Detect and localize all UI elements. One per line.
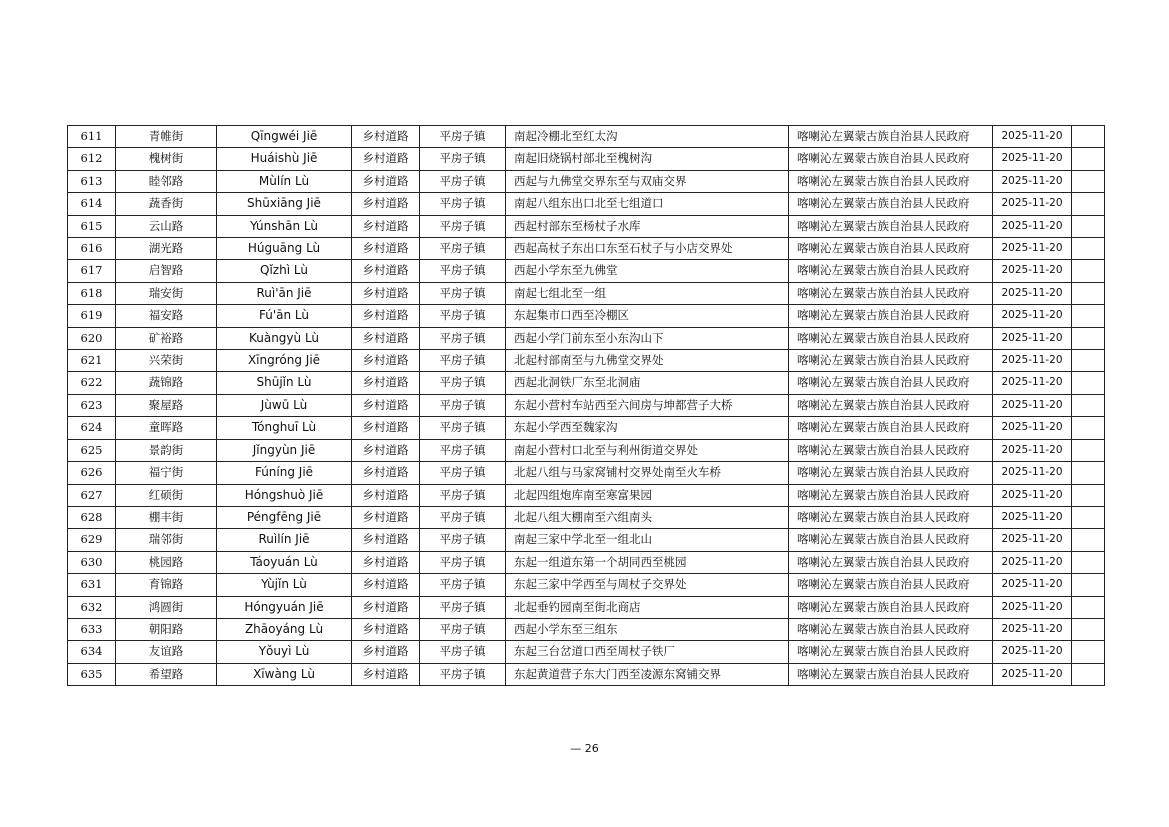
cell-type: 乡村道路: [352, 462, 420, 484]
cell-name: 青帷街: [116, 126, 217, 148]
cell-pinyin: Ruìlín Jiē: [217, 529, 352, 551]
cell-gov: 喀喇沁左翼蒙古族自治县人民政府: [789, 551, 993, 573]
cell-remark: [1072, 529, 1105, 551]
cell-remark: [1072, 618, 1105, 640]
cell-no: 619: [68, 305, 116, 327]
cell-town: 平房子镇: [420, 506, 506, 528]
cell-pinyin: Shūxiāng Jiē: [217, 193, 352, 215]
cell-name: 聚屋路: [116, 394, 217, 416]
cell-date: 2025-11-20: [993, 282, 1072, 304]
cell-desc: 西起小学东至九佛堂: [506, 260, 789, 282]
cell-name: 云山路: [116, 215, 217, 237]
table-row: [68, 148, 1105, 170]
cell-gov: 喀喇沁左翼蒙古族自治县人民政府: [789, 663, 993, 685]
cell-name: 槐树街: [116, 148, 217, 170]
cell-gov: 喀喇沁左翼蒙古族自治县人民政府: [789, 126, 993, 148]
cell-pinyin: Jùwū Lù: [217, 394, 352, 416]
cell-desc: 北起八组大棚南至六组南头: [506, 506, 789, 528]
cell-gov: 喀喇沁左翼蒙古族自治县人民政府: [789, 215, 993, 237]
cell-remark: [1072, 238, 1105, 260]
cell-remark: [1072, 439, 1105, 461]
cell-date: 2025-11-20: [993, 462, 1072, 484]
cell-date: 2025-11-20: [993, 215, 1072, 237]
cell-desc: 东起三家中学西至与周杖子交界处: [506, 574, 789, 596]
cell-type: 乡村道路: [352, 551, 420, 573]
cell-desc: 北起垂钓园南至街北商店: [506, 596, 789, 618]
table-row: [68, 215, 1105, 237]
cell-no: 630: [68, 551, 116, 573]
cell-gov: 喀喇沁左翼蒙古族自治县人民政府: [789, 193, 993, 215]
cell-town: 平房子镇: [420, 238, 506, 260]
cell-gov: 喀喇沁左翼蒙古族自治县人民政府: [789, 596, 993, 618]
cell-name: 育锦路: [116, 574, 217, 596]
cell-name: 棚丰街: [116, 506, 217, 528]
cell-name: 湖光路: [116, 238, 217, 260]
cell-town: 平房子镇: [420, 596, 506, 618]
cell-town: 平房子镇: [420, 551, 506, 573]
cell-type: 乡村道路: [352, 417, 420, 439]
table-row: [68, 618, 1105, 640]
cell-date: 2025-11-20: [993, 641, 1072, 663]
cell-name: 红硕街: [116, 484, 217, 506]
cell-date: 2025-11-20: [993, 439, 1072, 461]
cell-type: 乡村道路: [352, 260, 420, 282]
cell-name: 友谊路: [116, 641, 217, 663]
road-names-table: [67, 125, 1105, 686]
cell-pinyin: Fú'ān Lù: [217, 305, 352, 327]
cell-no: 611: [68, 126, 116, 148]
cell-town: 平房子镇: [420, 462, 506, 484]
cell-no: 635: [68, 663, 116, 685]
cell-remark: [1072, 574, 1105, 596]
table-row: [68, 282, 1105, 304]
table-row: [68, 417, 1105, 439]
cell-remark: [1072, 282, 1105, 304]
cell-date: 2025-11-20: [993, 506, 1072, 528]
cell-remark: [1072, 641, 1105, 663]
table-body: [68, 126, 1105, 686]
cell-town: 平房子镇: [420, 574, 506, 596]
cell-type: 乡村道路: [352, 170, 420, 192]
cell-pinyin: Táoyuán Lù: [217, 551, 352, 573]
cell-type: 乡村道路: [352, 574, 420, 596]
cell-pinyin: Húguāng Lù: [217, 238, 352, 260]
cell-date: 2025-11-20: [993, 394, 1072, 416]
cell-date: 2025-11-20: [993, 305, 1072, 327]
cell-no: 623: [68, 394, 116, 416]
cell-type: 乡村道路: [352, 327, 420, 349]
cell-pinyin: Yúnshān Lù: [217, 215, 352, 237]
table-row: [68, 350, 1105, 372]
cell-pinyin: Xīwàng Lù: [217, 663, 352, 685]
cell-pinyin: Fúníng Jiē: [217, 462, 352, 484]
cell-type: 乡村道路: [352, 596, 420, 618]
cell-name: 兴荣街: [116, 350, 217, 372]
cell-gov: 喀喇沁左翼蒙古族自治县人民政府: [789, 618, 993, 640]
cell-desc: 北起村部南至与九佛堂交界处: [506, 350, 789, 372]
cell-name: 瑞邻街: [116, 529, 217, 551]
table-row: [68, 439, 1105, 461]
table-row: [68, 663, 1105, 685]
cell-pinyin: Hóngshuò Jiē: [217, 484, 352, 506]
table-row: [68, 529, 1105, 551]
cell-remark: [1072, 327, 1105, 349]
cell-pinyin: Tónghuī Lù: [217, 417, 352, 439]
table-row: [68, 126, 1105, 148]
cell-type: 乡村道路: [352, 394, 420, 416]
cell-town: 平房子镇: [420, 215, 506, 237]
cell-date: 2025-11-20: [993, 170, 1072, 192]
cell-gov: 喀喇沁左翼蒙古族自治县人民政府: [789, 372, 993, 394]
cell-remark: [1072, 350, 1105, 372]
cell-pinyin: Zhāoyáng Lù: [217, 618, 352, 640]
cell-type: 乡村道路: [352, 663, 420, 685]
cell-type: 乡村道路: [352, 439, 420, 461]
cell-no: 615: [68, 215, 116, 237]
cell-remark: [1072, 462, 1105, 484]
cell-remark: [1072, 193, 1105, 215]
cell-remark: [1072, 305, 1105, 327]
cell-no: 627: [68, 484, 116, 506]
table-row: [68, 641, 1105, 663]
table-row: [68, 260, 1105, 282]
cell-town: 平房子镇: [420, 305, 506, 327]
table-row: [68, 574, 1105, 596]
cell-town: 平房子镇: [420, 618, 506, 640]
table-row: [68, 327, 1105, 349]
cell-gov: 喀喇沁左翼蒙古族自治县人民政府: [789, 170, 993, 192]
cell-type: 乡村道路: [352, 238, 420, 260]
cell-town: 平房子镇: [420, 148, 506, 170]
cell-type: 乡村道路: [352, 506, 420, 528]
cell-name: 景韵街: [116, 439, 217, 461]
cell-desc: 西起小学东至三组东: [506, 618, 789, 640]
cell-pinyin: Yùjǐn Lù: [217, 574, 352, 596]
table-row: [68, 551, 1105, 573]
table-row: [68, 596, 1105, 618]
cell-name: 蔬锦路: [116, 372, 217, 394]
cell-gov: 喀喇沁左翼蒙古族自治县人民政府: [789, 462, 993, 484]
cell-gov: 喀喇沁左翼蒙古族自治县人民政府: [789, 238, 993, 260]
cell-desc: 南起七组北至一组: [506, 282, 789, 304]
cell-gov: 喀喇沁左翼蒙古族自治县人民政府: [789, 394, 993, 416]
cell-no: 634: [68, 641, 116, 663]
cell-desc: 北起八组与马家窝铺村交界处南至火车桥: [506, 462, 789, 484]
cell-desc: 东起一组道东第一个胡同西至桃园: [506, 551, 789, 573]
cell-pinyin: Qǐzhì Lù: [217, 260, 352, 282]
cell-pinyin: Yǒuyì Lù: [217, 641, 352, 663]
cell-remark: [1072, 596, 1105, 618]
cell-type: 乡村道路: [352, 282, 420, 304]
cell-name: 朝阳路: [116, 618, 217, 640]
table-row: [68, 462, 1105, 484]
cell-town: 平房子镇: [420, 641, 506, 663]
cell-date: 2025-11-20: [993, 327, 1072, 349]
cell-name: 瑞安街: [116, 282, 217, 304]
cell-town: 平房子镇: [420, 663, 506, 685]
cell-name: 童晖路: [116, 417, 217, 439]
cell-gov: 喀喇沁左翼蒙古族自治县人民政府: [789, 282, 993, 304]
cell-desc: 北起四组炮库南至寒富果园: [506, 484, 789, 506]
cell-desc: 东起小学西至魏家沟: [506, 417, 789, 439]
table-row: [68, 372, 1105, 394]
cell-pinyin: Mùlín Lù: [217, 170, 352, 192]
cell-no: 618: [68, 282, 116, 304]
cell-town: 平房子镇: [420, 126, 506, 148]
cell-desc: 南起小营村口北至与利州街道交界处: [506, 439, 789, 461]
cell-desc: 东起集市口西至冷棚区: [506, 305, 789, 327]
cell-gov: 喀喇沁左翼蒙古族自治县人民政府: [789, 305, 993, 327]
cell-no: 617: [68, 260, 116, 282]
cell-gov: 喀喇沁左翼蒙古族自治县人民政府: [789, 417, 993, 439]
cell-name: 鸿圆街: [116, 596, 217, 618]
cell-no: 631: [68, 574, 116, 596]
cell-pinyin: Hóngyuán Jiē: [217, 596, 352, 618]
cell-remark: [1072, 417, 1105, 439]
cell-gov: 喀喇沁左翼蒙古族自治县人民政府: [789, 529, 993, 551]
table-row: [68, 238, 1105, 260]
cell-desc: 西起北洞铁厂东至北洞庙: [506, 372, 789, 394]
cell-type: 乡村道路: [352, 126, 420, 148]
cell-town: 平房子镇: [420, 350, 506, 372]
cell-pinyin: Ruì'ān Jiē: [217, 282, 352, 304]
cell-type: 乡村道路: [352, 484, 420, 506]
cell-pinyin: Jǐngyùn Jiē: [217, 439, 352, 461]
cell-gov: 喀喇沁左翼蒙古族自治县人民政府: [789, 641, 993, 663]
cell-pinyin: Qīngwéi Jiē: [217, 126, 352, 148]
cell-date: 2025-11-20: [993, 350, 1072, 372]
cell-type: 乡村道路: [352, 529, 420, 551]
table-row: [68, 506, 1105, 528]
cell-no: 616: [68, 238, 116, 260]
cell-date: 2025-11-20: [993, 484, 1072, 506]
cell-desc: 西起与九佛堂交界东至与双庙交界: [506, 170, 789, 192]
cell-remark: [1072, 126, 1105, 148]
cell-date: 2025-11-20: [993, 551, 1072, 573]
cell-no: 612: [68, 148, 116, 170]
cell-date: 2025-11-20: [993, 238, 1072, 260]
cell-date: 2025-11-20: [993, 618, 1072, 640]
cell-name: 矿裕路: [116, 327, 217, 349]
cell-pinyin: Shūjǐn Lù: [217, 372, 352, 394]
table-row: [68, 305, 1105, 327]
cell-type: 乡村道路: [352, 305, 420, 327]
cell-gov: 喀喇沁左翼蒙古族自治县人民政府: [789, 260, 993, 282]
cell-date: 2025-11-20: [993, 529, 1072, 551]
cell-date: 2025-11-20: [993, 596, 1072, 618]
cell-pinyin: Péngfēng Jiē: [217, 506, 352, 528]
cell-gov: 喀喇沁左翼蒙古族自治县人民政府: [789, 484, 993, 506]
cell-gov: 喀喇沁左翼蒙古族自治县人民政府: [789, 148, 993, 170]
cell-desc: 西起高杖子东出口东至石杖子与小店交界处: [506, 238, 789, 260]
table-row: [68, 170, 1105, 192]
cell-remark: [1072, 372, 1105, 394]
cell-remark: [1072, 215, 1105, 237]
cell-name: 希望路: [116, 663, 217, 685]
cell-date: 2025-11-20: [993, 148, 1072, 170]
cell-name: 福安路: [116, 305, 217, 327]
cell-type: 乡村道路: [352, 148, 420, 170]
cell-desc: 南起旧烧锅村部北至槐树沟: [506, 148, 789, 170]
cell-town: 平房子镇: [420, 260, 506, 282]
cell-no: 632: [68, 596, 116, 618]
cell-no: 633: [68, 618, 116, 640]
cell-desc: 西起小学门前东至小东沟山下: [506, 327, 789, 349]
cell-remark: [1072, 551, 1105, 573]
cell-type: 乡村道路: [352, 193, 420, 215]
cell-desc: 南起冷棚北至红太沟: [506, 126, 789, 148]
cell-town: 平房子镇: [420, 282, 506, 304]
cell-pinyin: Kuàngyù Lù: [217, 327, 352, 349]
cell-gov: 喀喇沁左翼蒙古族自治县人民政府: [789, 327, 993, 349]
cell-gov: 喀喇沁左翼蒙古族自治县人民政府: [789, 350, 993, 372]
cell-desc: 西起村部东至杨杖子水库: [506, 215, 789, 237]
cell-gov: 喀喇沁左翼蒙古族自治县人民政府: [789, 574, 993, 596]
cell-no: 614: [68, 193, 116, 215]
cell-no: 613: [68, 170, 116, 192]
cell-no: 626: [68, 462, 116, 484]
cell-desc: 东起小营村车站西至六间房与坤都营子大桥: [506, 394, 789, 416]
cell-pinyin: Xīngróng Jiē: [217, 350, 352, 372]
cell-town: 平房子镇: [420, 193, 506, 215]
cell-remark: [1072, 148, 1105, 170]
cell-remark: [1072, 506, 1105, 528]
cell-no: 620: [68, 327, 116, 349]
cell-remark: [1072, 260, 1105, 282]
cell-date: 2025-11-20: [993, 260, 1072, 282]
cell-date: 2025-11-20: [993, 574, 1072, 596]
cell-name: 睦邻路: [116, 170, 217, 192]
cell-date: 2025-11-20: [993, 126, 1072, 148]
table-row: [68, 394, 1105, 416]
cell-no: 621: [68, 350, 116, 372]
cell-type: 乡村道路: [352, 618, 420, 640]
cell-town: 平房子镇: [420, 529, 506, 551]
cell-date: 2025-11-20: [993, 663, 1072, 685]
cell-desc: 东起三台岔道口西至周杖子铁厂: [506, 641, 789, 663]
cell-desc: 南起八组东出口北至七组道口: [506, 193, 789, 215]
cell-town: 平房子镇: [420, 417, 506, 439]
cell-no: 622: [68, 372, 116, 394]
cell-name: 福宁街: [116, 462, 217, 484]
cell-name: 启智路: [116, 260, 217, 282]
cell-remark: [1072, 170, 1105, 192]
cell-type: 乡村道路: [352, 350, 420, 372]
cell-pinyin: Huáishù Jiē: [217, 148, 352, 170]
cell-date: 2025-11-20: [993, 372, 1072, 394]
cell-gov: 喀喇沁左翼蒙古族自治县人民政府: [789, 439, 993, 461]
cell-town: 平房子镇: [420, 484, 506, 506]
cell-town: 平房子镇: [420, 327, 506, 349]
cell-type: 乡村道路: [352, 641, 420, 663]
cell-date: 2025-11-20: [993, 193, 1072, 215]
cell-type: 乡村道路: [352, 372, 420, 394]
cell-desc: 东起黄道营子东大门西至凌源东窝铺交界: [506, 663, 789, 685]
cell-name: 蔬香街: [116, 193, 217, 215]
table-row: [68, 193, 1105, 215]
cell-date: 2025-11-20: [993, 417, 1072, 439]
cell-no: 624: [68, 417, 116, 439]
cell-name: 桃园路: [116, 551, 217, 573]
cell-gov: 喀喇沁左翼蒙古族自治县人民政府: [789, 506, 993, 528]
cell-remark: [1072, 484, 1105, 506]
cell-desc: 南起三家中学北至一组北山: [506, 529, 789, 551]
cell-town: 平房子镇: [420, 170, 506, 192]
page-number: — 26: [570, 742, 599, 755]
cell-town: 平房子镇: [420, 439, 506, 461]
cell-town: 平房子镇: [420, 372, 506, 394]
cell-remark: [1072, 663, 1105, 685]
cell-remark: [1072, 394, 1105, 416]
cell-no: 629: [68, 529, 116, 551]
cell-no: 625: [68, 439, 116, 461]
table-row: [68, 484, 1105, 506]
cell-no: 628: [68, 506, 116, 528]
cell-type: 乡村道路: [352, 215, 420, 237]
cell-town: 平房子镇: [420, 394, 506, 416]
